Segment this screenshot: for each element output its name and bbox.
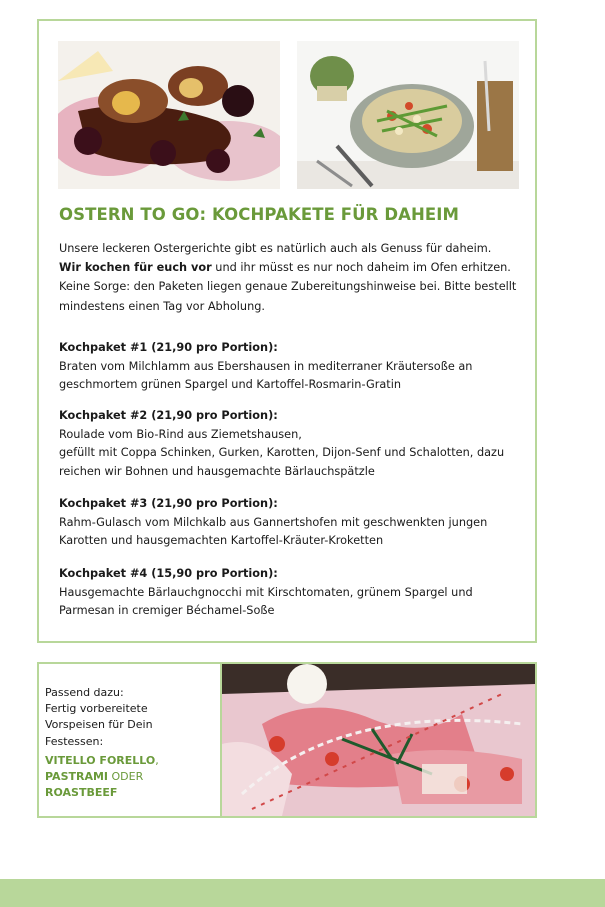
package-title: Kochpaket #2 (21,90 pro Portion): bbox=[59, 409, 278, 422]
package-line: reichen wir Bohnen und hausgemachte Bärlauchspätzle bbox=[59, 464, 375, 478]
package-1 bbox=[59, 339, 523, 395]
starters-intro bbox=[45, 685, 215, 750]
starters-line: Passend dazu: bbox=[45, 686, 124, 699]
starters-line: Vorspeisen für Dein bbox=[45, 718, 153, 732]
intro-rest: und ihr müsst es nur noch daheim im Ofen erhitzen. Keine Sorge: den Paketen liegen genaue Zubereitungshinweise bei. Bitte bestellt mindestens einen Tag vor Abholung. bbox=[59, 261, 517, 313]
package-title: Kochpaket #4 (15,90 pro Portion): bbox=[59, 567, 278, 580]
footer-bar bbox=[0, 879, 605, 907]
package-3 bbox=[59, 495, 523, 551]
starter-oder: ODER bbox=[108, 770, 144, 783]
easter-card bbox=[37, 19, 537, 643]
package-line: Roulade vom Bio-Rind aus Ziemetshausen, bbox=[59, 427, 302, 441]
package-line: Karotten und hausgemachten Kartoffel-Kräuter-Kroketten bbox=[59, 534, 384, 548]
package-line: Parmesan in cremiger Béchamel-Soße bbox=[59, 604, 275, 618]
salad-bowl-photo bbox=[297, 41, 519, 189]
package-2 bbox=[59, 407, 523, 481]
page-title: OSTERN TO GO: KOCHPAKETE FÜR DAHEIM bbox=[59, 205, 460, 224]
starter-vitello: VITELLO FORELLO bbox=[45, 754, 156, 767]
roulade-dish-photo bbox=[58, 41, 280, 189]
intro-bold: Wir kochen für euch vor bbox=[59, 261, 212, 275]
package-4 bbox=[59, 565, 523, 621]
starters-text-panel bbox=[39, 664, 222, 816]
intro-line: Unsere leckeren Ostergerichte gibt es natürlich auch als Genuss für daheim. bbox=[59, 242, 492, 255]
package-title: Kochpaket #3 (21,90 pro Portion): bbox=[59, 497, 278, 510]
starter-roastbeef: ROASTBEEF bbox=[45, 786, 118, 799]
package-line: gefüllt mit Coppa Schinken, Gurken, Karotten, Dijon-Senf und Schalotten, dazu bbox=[59, 446, 505, 460]
intro-text bbox=[59, 239, 521, 316]
starters-line: Festessen: bbox=[45, 734, 104, 748]
starter-pastrami: PASTRAMI bbox=[45, 770, 109, 783]
package-line: geschmortem grünen Spargel und Kartoffel-Rosmarin-Gratin bbox=[59, 378, 402, 392]
cold-cuts-photo bbox=[222, 664, 535, 816]
starters-list bbox=[45, 753, 215, 801]
package-line: Braten vom Milchlamm aus Ebershausen in mediterraner Kräutersoße an bbox=[59, 359, 473, 373]
package-line: Rahm-Gulasch vom Milchkalb aus Gannertshofen mit geschwenkten jungen bbox=[59, 515, 488, 529]
package-title: Kochpaket #1 (21,90 pro Portion): bbox=[59, 341, 278, 354]
starters-line: Fertig vorbereitete bbox=[45, 702, 148, 716]
package-line: Hausgemachte Bärlauchgnocchi mit Kirschtomaten, grünem Spargel und bbox=[59, 585, 473, 599]
starters-box bbox=[37, 662, 537, 818]
starter-comma: , bbox=[155, 754, 159, 767]
